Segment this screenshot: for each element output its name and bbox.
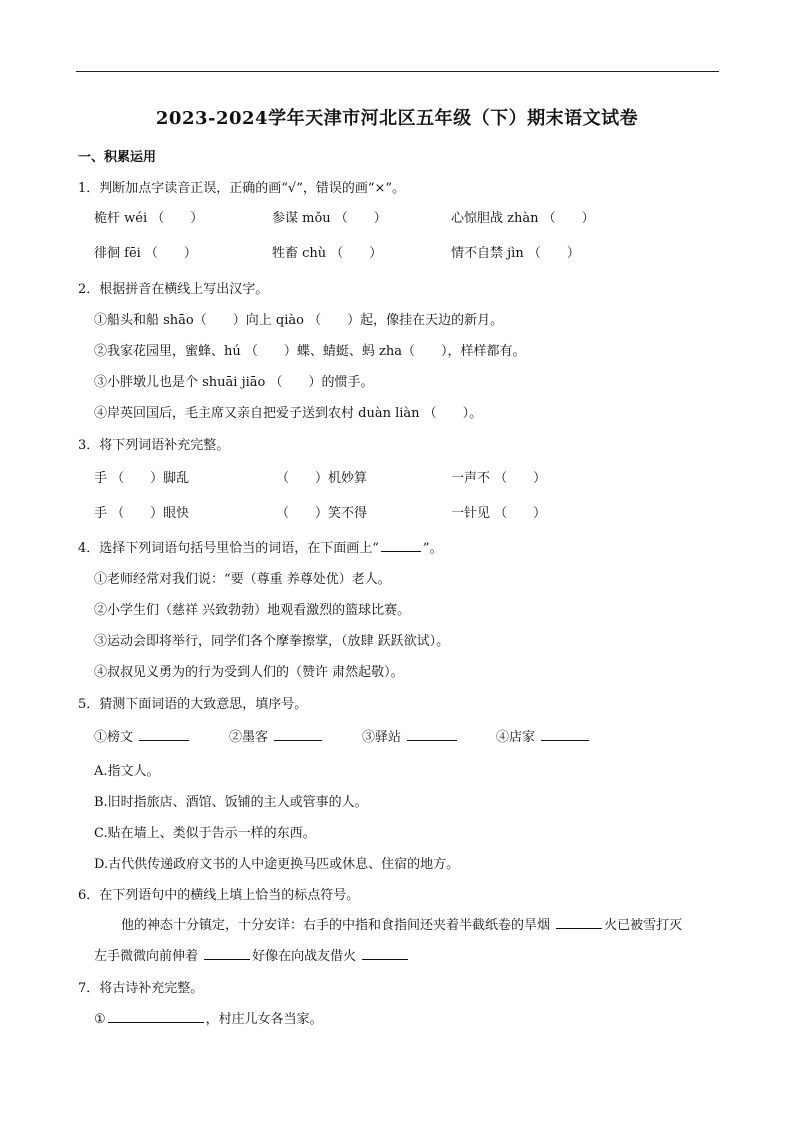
q3-item: （ ）笑不得 xyxy=(276,506,368,521)
q7-suffix: ，村庄儿女各当家。 xyxy=(205,1012,323,1027)
question-3-stem: 3．将下列词语补充完整。 xyxy=(78,438,230,453)
q4-line: ③运动会即将举行，同学们各个摩拳擦掌，（放肆 跃跃欲试）。 xyxy=(94,634,450,649)
q6-passage-line-1 xyxy=(121,914,682,933)
q5-option: B.旧时指旅店、酒馆、饭铺的主人或管事的人。 xyxy=(94,795,368,810)
q6-text: 火已被雪打灭 xyxy=(604,918,683,933)
question-2-stem: 2．根据拼音在横线上写出汉字。 xyxy=(78,282,269,297)
q5-word-label: ④店家 xyxy=(496,730,536,745)
answer-blank[interactable] xyxy=(541,728,589,741)
q5-word-label: ①榜文 xyxy=(94,730,134,745)
q7-prefix: ① xyxy=(94,1012,106,1027)
question-6-stem: 6．在下列语句中的横线上填上恰当的标点符号。 xyxy=(78,888,360,903)
question-4-stem xyxy=(78,537,443,556)
q5-option: A.指文人。 xyxy=(94,764,160,779)
question-7-stem: 7．将古诗补充完整。 xyxy=(78,981,204,996)
q1-item: 徘徊 fēi （ ） xyxy=(94,246,197,261)
q3-item: 手 （ ）脚乱 xyxy=(94,471,190,486)
q5-word xyxy=(94,726,191,745)
q5-word xyxy=(496,726,591,745)
answer-blank[interactable] xyxy=(407,728,457,741)
q1-item: 牲畜 chù （ ） xyxy=(272,246,383,261)
q5-word xyxy=(229,726,324,745)
answer-blank[interactable] xyxy=(108,1010,204,1023)
q6-text: 左手微微向前伸着 xyxy=(94,949,199,964)
q6-passage-line-2 xyxy=(94,945,410,964)
q7-line xyxy=(94,1008,323,1027)
q6-text: 他的神态十分镇定，十分安详：右手的中指和食指间还夹着半截纸卷的旱烟 xyxy=(121,918,551,933)
q1-item: 桅杆 wéi （ ） xyxy=(94,211,204,226)
question-1-stem: 1．判断加点字读音正误，正确的画“√”，错误的画“×”。 xyxy=(78,181,406,196)
q4-stem-text: 4．选择下列词语句括号里恰当的词语，在下面画上“ xyxy=(78,541,379,556)
q1-item: 心惊胆战 zhàn （ ） xyxy=(451,211,595,226)
answer-blank[interactable] xyxy=(274,728,322,741)
q1-item: 参谋 mǒu （ ） xyxy=(272,211,387,226)
q5-word xyxy=(362,726,459,745)
q4-stem-end: ”。 xyxy=(422,541,443,556)
q3-item: 一声不 （ ） xyxy=(451,471,547,486)
q2-line: ③小胖墩儿也是个 shuāi jiāo （ ）的惯手。 xyxy=(94,375,374,390)
question-5-stem: 5．猜测下面词语的大致意思，填序号。 xyxy=(78,697,308,712)
q4-stem-blank xyxy=(381,539,421,552)
answer-blank[interactable] xyxy=(204,947,250,960)
q6-text: 好像在向战友借火 xyxy=(252,949,357,964)
q2-line: ①船头和船 shāo（ ）向上 qiào （ ）起，像挂在天边的新月。 xyxy=(94,313,504,328)
page-title: 2023-2024学年天津市河北区五年级（下）期末语文试卷 xyxy=(155,108,639,129)
answer-blank[interactable] xyxy=(139,728,189,741)
q4-line: ①老师经常对我们说：“要（尊重 养尊处优）老人。 xyxy=(94,572,391,587)
q1-item: 情不自禁 jìn （ ） xyxy=(451,246,580,261)
q5-word-label: ③驿站 xyxy=(362,730,402,745)
q4-line: ②小学生们（慈祥 兴致勃勃）地观看激烈的篮球比赛。 xyxy=(94,603,411,618)
q4-line: ④叔叔见义勇为的行为受到人们的（赞许 肃然起敬）。 xyxy=(94,665,404,680)
q2-line: ②我家花园里，蜜蜂、hú （ ）蝶、蜻蜓、蚂 zha（ ），样样都有。 xyxy=(94,344,526,359)
q3-item: （ ）机妙算 xyxy=(276,471,368,486)
header-rule xyxy=(76,71,719,72)
q3-item: 手 （ ）眼快 xyxy=(94,506,190,521)
q5-option: C.贴在墙上、类似于告示一样的东西。 xyxy=(94,826,316,841)
answer-blank[interactable] xyxy=(362,947,408,960)
answer-blank[interactable] xyxy=(556,916,602,929)
q2-line: ④岸英回国后，毛主席又亲自把爱子送到农村 duàn liàn （ ）。 xyxy=(94,406,483,421)
section-heading: 一、积累运用 xyxy=(78,150,157,165)
q3-item: 一针见 （ ） xyxy=(451,506,547,521)
q5-option: D.古代供传递政府文书的人中途更换马匹或休息、住宿的地方。 xyxy=(94,857,460,872)
q5-word-label: ②墨客 xyxy=(229,730,269,745)
